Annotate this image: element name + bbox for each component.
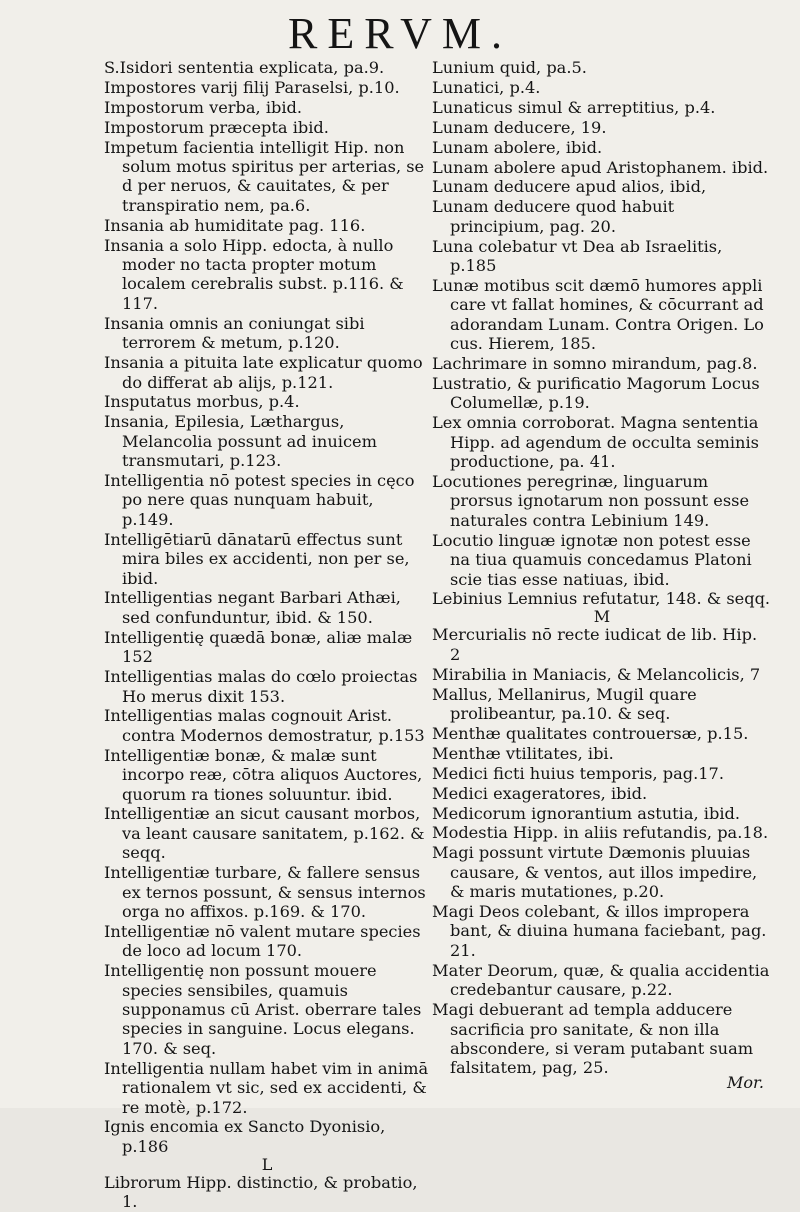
index-entry: Insania a solo Hipp. edocta, à nullo moder no tacta propter motum localem cerebralis subst. p.116. & 117. xyxy=(104,235,409,313)
index-entry: Lunam deducere apud alios, ibid, xyxy=(432,177,707,197)
index-entry: Medici exageratores, ibid. xyxy=(432,783,648,803)
index-entry: Lunium quid, pa.5. xyxy=(432,58,587,77)
index-entry: Locutio linguæ ignotæ non potest esse na tiua quamuis concedamus Platoni scie tias esse natiuas, ibid. xyxy=(432,530,757,589)
section-letter: M xyxy=(593,607,611,627)
catchword: Mor. xyxy=(727,1073,764,1092)
index-entry: Lebinius Lemnius refutatur, 148. & seqq. xyxy=(432,589,771,609)
index-entry: Lunam abolere apud Aristophanem. ibid. xyxy=(432,157,769,177)
index-entry: Lunatici, p.4. xyxy=(432,77,541,97)
section-letter: L xyxy=(261,1154,273,1174)
index-entry: Luna colebatur vt Dea ab Israelitis, p.185 xyxy=(432,236,728,276)
index-entry: Menthæ qualitates controuersæ, p.15. xyxy=(432,723,749,743)
index-entry: Insania omnis an coniungat sibi terrorem & metum, p.120. xyxy=(104,313,370,353)
index-entry: Lunam abolere, ibid. xyxy=(432,137,603,157)
index-entry: Impostorum verba, ibid. xyxy=(104,97,303,117)
index-entry: Librorum Hipp. distinctio, & probatio, 1. xyxy=(104,1172,423,1212)
index-entry: Intelligentiæ bonæ, & malæ sunt incorpo reæ, cōtra aliquos Auctores, quorum ra tiones soluuntur. ibid. xyxy=(104,745,428,804)
index-entry: Magi debuerant ad templa adducere sacrificia pro sanitate, & non illa abscondere, si veram putabant suam falsitatem, pag, 25. xyxy=(432,1000,759,1078)
index-entry: Intelligentię non possunt mouere species sensibiles, quamuis supponamus cū Arist. oberrare tales species in sanguine. Locus elegans. 170. & seq. xyxy=(104,961,427,1058)
index-entry: Lunam deducere quod habuit principium, pag. 20. xyxy=(432,197,680,236)
index-entry: Lunæ motibus scit dæmō humores appli care vt fallat homines, & cōcurrant ad adorandam Lunam. Contra Origen. Lo cus. Hierem, 185. xyxy=(432,275,770,354)
index-entry: Insania ab humiditate pag. 116. xyxy=(104,215,366,235)
index-entry: Insputatus morbus, p.4. xyxy=(104,392,300,412)
index-entry: Intelligentia nō potest species in cęco po nere quas nunquam habuit, p.149. xyxy=(104,471,420,529)
index-entry: Modestia Hipp. in aliis refutandis, pa.18. xyxy=(432,823,769,843)
index-entry: Intelligentiæ turbare, & fallere sensus ex ternos possunt, & sensus internos orga no affixos. p.169. & 170. xyxy=(104,863,431,921)
page-header: RERVM. xyxy=(288,9,512,58)
index-entry: Intelligentias negant Barbari Athæi, sed confunduntur, ibid. & 150. xyxy=(104,588,407,627)
index-entry: Intelligentię quædā bonæ, aliæ malæ 152 xyxy=(104,627,418,667)
index-entry: Lunam deducere, 19. xyxy=(432,117,607,137)
index-entry: Ignis encomia ex Sancto Dyonisio, p.186 xyxy=(104,1117,391,1156)
index-entry: Magi Deos colebant, & illos impropera bant, & diuina humana faciebant, pag. 21. xyxy=(432,902,772,960)
index-entry: Impostorum præcepta ibid. xyxy=(104,117,329,137)
index-entry: Intelligentia nullam habet vim in animā rationalem vt sic, sed ex accidenti, & re motè, p.172. xyxy=(104,1058,434,1117)
right-column xyxy=(432,58,775,1078)
index-entry: Intelligentias malas do cœlo proiectas Ho merus dixit 153. xyxy=(104,667,423,706)
index-entry: Intelligentias malas cognouit Arist. contra Modernos demostratur, p.153 xyxy=(104,706,425,745)
index-entry: Locutiones peregrinæ, linguarum prorsus ignotarum non possunt esse naturales contra Lebinium 149. xyxy=(432,472,755,530)
index-entry: Intelligentiæ nō valent mutare species de loco ad locum 170. xyxy=(104,921,426,961)
index-entry: Insania, Epilesia, Læthargus, Melancolia possunt ad inuicem transmutari, p.123. xyxy=(104,412,383,471)
index-entry: Menthæ vtilitates, ibi. xyxy=(432,743,614,763)
index-entry: Impetum facientia intelligit Hip. non solum motus spiritus per arterias, se d per neruos, & cauitates, & per transpiratio nem, pa.6. xyxy=(104,137,430,215)
index-entry: Medici ficti huius temporis, pag.17. xyxy=(432,763,724,783)
index-entry: Lachrimare in somno mirandum, pag.8. xyxy=(432,354,758,374)
index-entry: Lex omnia corroborat. Magna sententia Hipp. ad agendum de occulta seminis productione, pa. 41. xyxy=(432,413,765,472)
index-entry: Mater Deorum, quæ, & qualia accidentia credebantur causare, p.22. xyxy=(432,960,775,1000)
index-entry: S.Isidori sententia explicata, pa.9. xyxy=(104,58,385,77)
index-entry: Magi possunt virtute Dæmonis pluuias causare, & ventos, aut illos impedire, & maris mutationes, p.20. xyxy=(432,843,763,902)
index-entry: Intelligētiarū dānatarū effectus sunt mira biles ex accidenti, non per se, ibid. xyxy=(104,529,415,588)
index-entry: Impostores varij filij Paraselsi, p.10. xyxy=(104,77,400,97)
index-entry: Lustratio, & purificatio Magorum Locus Columellæ, p.19. xyxy=(432,374,765,413)
index-entry: Mercurialis nō recte iudicat de lib. Hip. 2 xyxy=(432,625,763,664)
index-entry: Lunaticus simul & arreptitius, p.4. xyxy=(432,97,716,117)
index-entry: Mallus, Mellanirus, Mugil quare prolibeantur, pa.10. & seq. xyxy=(432,684,702,723)
left-column xyxy=(104,58,434,1212)
index-entry: Intelligentiæ an sicut causant morbos, va leant causare sanitatem, p.162. & seqq. xyxy=(104,804,430,863)
index-entry: Mirabilia in Maniacis, & Melancolicis, 7 xyxy=(432,664,761,684)
index-entry: Medicorum ignorantium astutia, ibid. xyxy=(432,803,741,823)
index-entry: Insania a pituita late explicatur quomo do differat ab alijs, p.121. xyxy=(104,353,428,392)
